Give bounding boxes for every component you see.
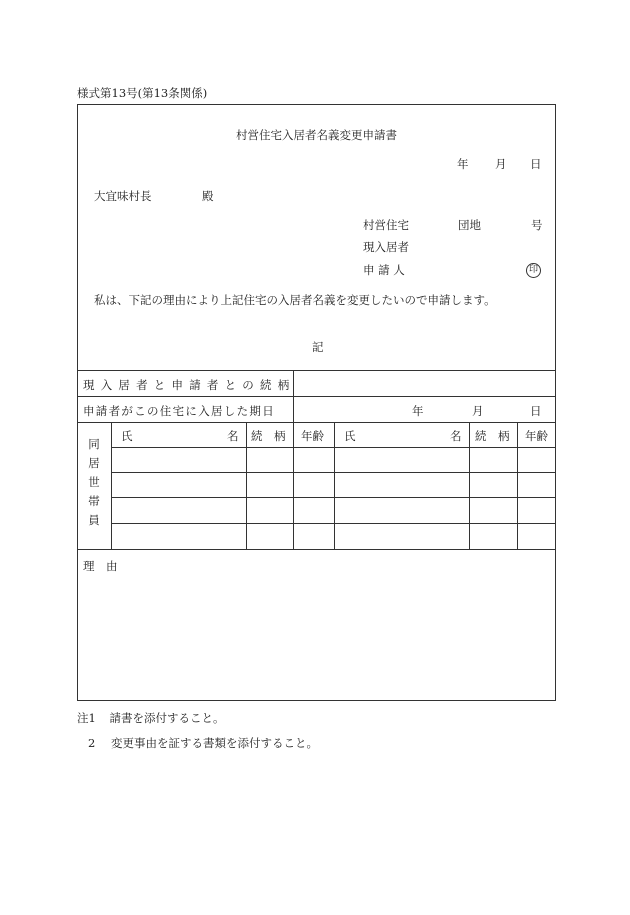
note-2 <box>88 735 318 751</box>
reason-label: 理 由 <box>83 559 118 573</box>
form-title: 村営住宅入居者名義変更申請書 <box>236 128 397 142</box>
move-in-month: 月 <box>472 404 484 418</box>
date-year: 年 <box>457 157 469 171</box>
header-age: 年齢 <box>525 429 548 443</box>
date-month: 月 <box>495 157 507 171</box>
divider <box>517 422 518 549</box>
housing-label: 村営住宅 <box>363 218 409 232</box>
number-label: 号 <box>531 218 543 232</box>
application-form <box>77 104 556 701</box>
current-resident-label: 現入居者 <box>363 240 409 254</box>
divider <box>78 396 555 397</box>
note-number: 注1 <box>77 711 96 725</box>
danchi-label: 団地 <box>458 218 481 232</box>
header-name-shi: 氏 <box>121 429 133 443</box>
header-name-mei: 名 <box>450 429 462 443</box>
seal-mark-icon: 印 <box>526 263 541 278</box>
addressee-name: 大宜味村長 <box>94 189 152 203</box>
addressee-honorific: 殿 <box>202 189 214 203</box>
note-text: 請書を添付すること。 <box>109 711 225 725</box>
note-text: 変更事由を証する書類を添付すること。 <box>110 736 318 750</box>
header-relation: 続 柄 <box>251 429 286 443</box>
ki-label: 記 <box>312 340 324 354</box>
divider <box>246 422 247 549</box>
move-in-year: 年 <box>412 404 424 418</box>
applicant-label: 申 請 人 <box>363 263 405 277</box>
move-in-row-label: 申請者がこの住宅に入居した期日 <box>83 404 275 418</box>
move-in-day: 日 <box>530 404 542 418</box>
divider <box>111 422 112 549</box>
header-relation: 続 柄 <box>475 429 510 443</box>
divider <box>78 422 555 423</box>
divider <box>111 497 555 498</box>
note-number: 2 <box>88 736 96 750</box>
divider <box>334 422 335 549</box>
divider <box>111 523 555 524</box>
divider <box>111 447 555 448</box>
divider <box>293 422 294 549</box>
header-name-shi: 氏 <box>344 429 356 443</box>
divider <box>78 549 555 550</box>
header-age: 年齢 <box>301 429 324 443</box>
note-1 <box>77 710 224 726</box>
header-name-mei: 名 <box>227 429 239 443</box>
household-side-label: 同 居 世 帯 員 <box>88 437 100 527</box>
divider <box>78 370 555 371</box>
statement-text: 私は、下記の理由により上記住宅の入居者名義を変更したいので申請します。 <box>94 293 496 307</box>
form-number: 様式第13号(第13条関係) <box>77 86 208 100</box>
divider <box>469 422 470 549</box>
date-day: 日 <box>530 157 542 171</box>
relation-row-label: 現入居者と申請者との続柄 <box>83 378 296 392</box>
divider <box>111 472 555 473</box>
